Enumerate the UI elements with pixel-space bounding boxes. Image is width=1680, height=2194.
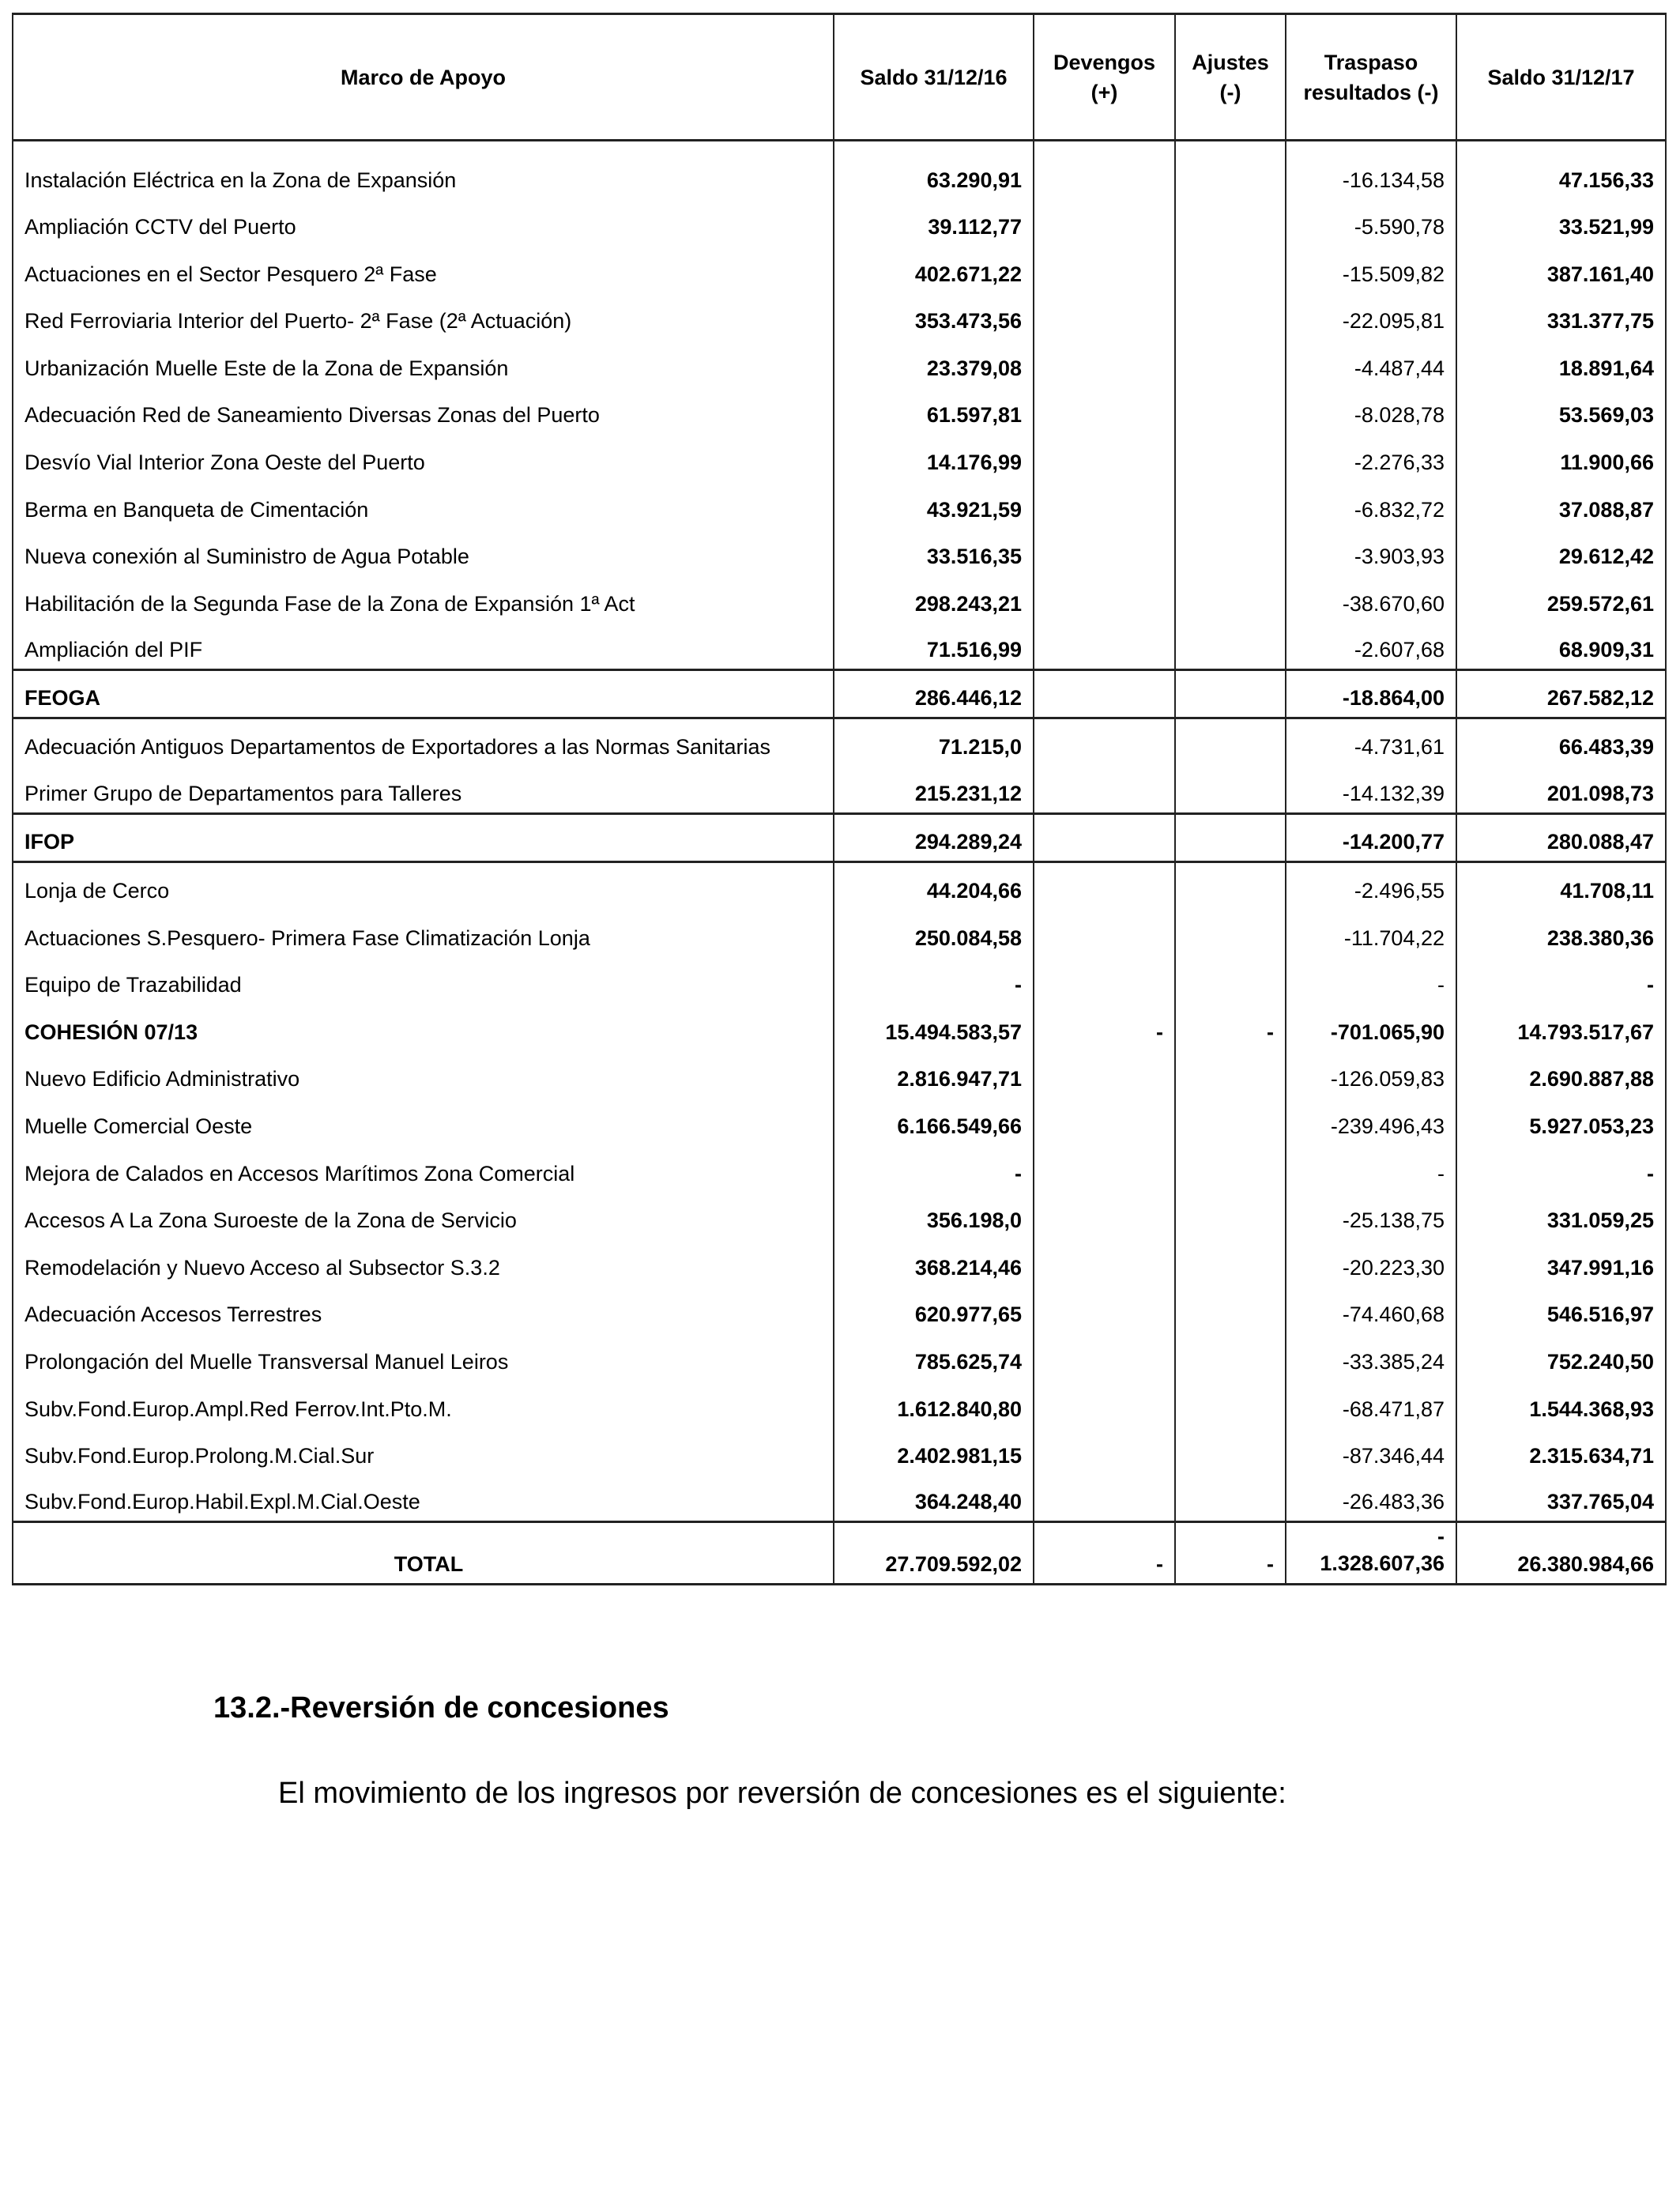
col-header-traspaso: Traspaso resultados (-)	[1286, 14, 1456, 141]
table-row	[13, 861, 1666, 910]
cell-s16: 71.516,99	[834, 623, 1034, 670]
cell-s17: 1.544.368,93	[1456, 1381, 1666, 1428]
cell-marco: Mejora de Calados en Accesos Marítimos Zona Comercial	[13, 1145, 834, 1193]
cell-dev	[1034, 1239, 1175, 1287]
cell-aj	[1175, 141, 1286, 199]
cell-s17: -	[1456, 957, 1666, 1005]
col-header-ajustes: Ajustes (-)	[1175, 14, 1286, 141]
cell-dev	[1034, 1381, 1175, 1428]
cell-s16: 620.977,65	[834, 1287, 1034, 1334]
cell-tr: -26.483,36	[1286, 1475, 1456, 1522]
cell-s17: 11.900,66	[1456, 434, 1666, 481]
cell-marco: Subv.Fond.Europ.Habil.Expl.M.Cial.Oeste	[13, 1475, 834, 1522]
cell-marco: Accesos A La Zona Suroeste de la Zona de Servicio	[13, 1193, 834, 1240]
cell-s17: 337.765,04	[1456, 1475, 1666, 1522]
table-row	[13, 141, 1666, 199]
cell-tr: -18.864,00	[1286, 669, 1456, 718]
cell-s17: 259.572,61	[1456, 575, 1666, 623]
total-label: TOTAL	[13, 1522, 834, 1585]
cell-marco: Berma en Banqueta de Cimentación	[13, 481, 834, 529]
cell-marco: Muelle Comercial Oeste	[13, 1098, 834, 1145]
cell-dev	[1034, 623, 1175, 670]
cell-dev	[1034, 293, 1175, 341]
total-dev: -	[1034, 1522, 1175, 1585]
section-heading: 13.2.-Reversión de concesiones	[213, 1691, 669, 1725]
cell-tr: -11.704,22	[1286, 910, 1456, 957]
cell-marco: Red Ferroviaria Interior del Puerto- 2ª Fase (2ª Actuación)	[13, 293, 834, 341]
table-row	[13, 1239, 1666, 1287]
cell-dev	[1034, 575, 1175, 623]
cell-marco: Subv.Fond.Europ.Prolong.M.Cial.Sur	[13, 1428, 834, 1476]
cell-dev	[1034, 1475, 1175, 1522]
col-header-devengos: Devengos (+)	[1034, 14, 1175, 141]
cell-s17: 347.991,16	[1456, 1239, 1666, 1287]
cell-tr: -22.095,81	[1286, 293, 1456, 341]
cell-s17: 66.483,39	[1456, 718, 1666, 766]
cell-dev	[1034, 957, 1175, 1005]
cell-tr: -	[1286, 957, 1456, 1005]
cell-marco: Desvío Vial Interior Zona Oeste del Puerto	[13, 434, 834, 481]
total-s16: 27.709.592,02	[834, 1522, 1034, 1585]
cell-aj	[1175, 766, 1286, 813]
cell-dev	[1034, 141, 1175, 199]
col-header-marco: Marco de Apoyo	[13, 14, 834, 141]
cell-aj: -	[1175, 1004, 1286, 1051]
table-row	[13, 1145, 1666, 1193]
table-row	[13, 623, 1666, 670]
cell-dev	[1034, 481, 1175, 529]
cell-tr: -16.134,58	[1286, 141, 1456, 199]
cell-marco: Primer Grupo de Departamentos para Talleres	[13, 766, 834, 813]
cell-s16: 286.446,12	[834, 669, 1034, 718]
cell-s16: 298.243,21	[834, 575, 1034, 623]
cell-dev	[1034, 910, 1175, 957]
cell-s16: 2.816.947,71	[834, 1051, 1034, 1099]
cell-aj	[1175, 1475, 1286, 1522]
cell-aj	[1175, 1098, 1286, 1145]
cell-tr: -14.132,39	[1286, 766, 1456, 813]
total-row	[13, 1522, 1666, 1585]
table-row	[13, 1333, 1666, 1381]
cell-aj	[1175, 1239, 1286, 1287]
cell-aj	[1175, 910, 1286, 957]
cell-s17: 18.891,64	[1456, 340, 1666, 387]
cell-aj	[1175, 1333, 1286, 1381]
cell-s17: 2.315.634,71	[1456, 1428, 1666, 1476]
cell-s16: 44.204,66	[834, 861, 1034, 910]
cell-dev	[1034, 1287, 1175, 1334]
cell-s17: 331.059,25	[1456, 1193, 1666, 1240]
table-row	[13, 910, 1666, 957]
table-row	[13, 1428, 1666, 1476]
subsidies-table	[12, 13, 1667, 1585]
cell-s17: 47.156,33	[1456, 141, 1666, 199]
cell-tr: -6.832,72	[1286, 481, 1456, 529]
cell-aj	[1175, 1193, 1286, 1240]
cell-s16: 15.494.583,57	[834, 1004, 1034, 1051]
table-row	[13, 529, 1666, 576]
cell-tr: -239.496,43	[1286, 1098, 1456, 1145]
table-row	[13, 718, 1666, 766]
table-row	[13, 340, 1666, 387]
cell-s16: 353.473,56	[834, 293, 1034, 341]
table-row	[13, 434, 1666, 481]
cell-tr: -5.590,78	[1286, 199, 1456, 247]
section-paragraph: El movimiento de los ingresos por reversión de concesiones es el siguiente:	[278, 1777, 1286, 1810]
cell-dev	[1034, 1145, 1175, 1193]
cell-marco: Actuaciones S.Pesquero- Primera Fase Climatización Lonja	[13, 910, 834, 957]
cell-s17: 387.161,40	[1456, 246, 1666, 293]
cell-s16: 368.214,46	[834, 1239, 1034, 1287]
cell-marco: FEOGA	[13, 669, 834, 718]
table-row	[13, 1098, 1666, 1145]
cell-aj	[1175, 1428, 1286, 1476]
col-header-saldo-16: Saldo 31/12/16	[834, 14, 1034, 141]
cell-dev	[1034, 340, 1175, 387]
cell-dev	[1034, 1098, 1175, 1145]
cell-s16: 14.176,99	[834, 434, 1034, 481]
cell-aj	[1175, 1145, 1286, 1193]
cell-s16: 402.671,22	[834, 246, 1034, 293]
cell-s16: 71.215,0	[834, 718, 1034, 766]
table-row	[13, 1051, 1666, 1099]
cell-s17: 41.708,11	[1456, 861, 1666, 910]
cell-dev: -	[1034, 1004, 1175, 1051]
cell-s16: 23.379,08	[834, 340, 1034, 387]
cell-dev	[1034, 813, 1175, 861]
cell-tr: -38.670,60	[1286, 575, 1456, 623]
cell-dev	[1034, 1428, 1175, 1476]
cell-aj	[1175, 199, 1286, 247]
cell-marco: Ampliación CCTV del Puerto	[13, 199, 834, 247]
cell-aj	[1175, 623, 1286, 670]
table-header-row	[13, 14, 1666, 141]
cell-s17: 280.088,47	[1456, 813, 1666, 861]
cell-aj	[1175, 957, 1286, 1005]
cell-tr: -20.223,30	[1286, 1239, 1456, 1287]
cell-marco: Prolongación del Muelle Transversal Manuel Leiros	[13, 1333, 834, 1381]
table-row	[13, 1193, 1666, 1240]
cell-aj	[1175, 861, 1286, 910]
cell-s16: 43.921,59	[834, 481, 1034, 529]
cell-s17: 752.240,50	[1456, 1333, 1666, 1381]
cell-s16: 6.166.549,66	[834, 1098, 1034, 1145]
cell-marco: Remodelación y Nuevo Acceso al Subsector S.3.2	[13, 1239, 834, 1287]
cell-s16: 294.289,24	[834, 813, 1034, 861]
cell-s17: 37.088,87	[1456, 481, 1666, 529]
cell-marco: Actuaciones en el Sector Pesquero 2ª Fase	[13, 246, 834, 293]
total-tr: - 1.328.607,36	[1286, 1522, 1456, 1585]
cell-aj	[1175, 813, 1286, 861]
cell-s16: 356.198,0	[834, 1193, 1034, 1240]
cell-s17: 33.521,99	[1456, 199, 1666, 247]
cell-dev	[1034, 529, 1175, 576]
table-row	[13, 957, 1666, 1005]
cell-aj	[1175, 434, 1286, 481]
cell-s17: 238.380,36	[1456, 910, 1666, 957]
cell-s17: 53.569,03	[1456, 387, 1666, 435]
cell-tr: -25.138,75	[1286, 1193, 1456, 1240]
table-row	[13, 813, 1666, 861]
cell-tr: -2.276,33	[1286, 434, 1456, 481]
cell-tr: -74.460,68	[1286, 1287, 1456, 1334]
table-row	[13, 575, 1666, 623]
cell-dev	[1034, 246, 1175, 293]
cell-dev	[1034, 861, 1175, 910]
cell-marco: Nueva conexión al Suministro de Agua Potable	[13, 529, 834, 576]
cell-marco: Instalación Eléctrica en la Zona de Expansión	[13, 141, 834, 199]
cell-s17: 201.098,73	[1456, 766, 1666, 813]
cell-dev	[1034, 718, 1175, 766]
cell-tr: -126.059,83	[1286, 1051, 1456, 1099]
table-row	[13, 481, 1666, 529]
cell-aj	[1175, 718, 1286, 766]
cell-tr: -15.509,82	[1286, 246, 1456, 293]
table-row	[13, 1004, 1666, 1051]
cell-marco: Equipo de Trazabilidad	[13, 957, 834, 1005]
cell-s17: 5.927.053,23	[1456, 1098, 1666, 1145]
cell-tr: -68.471,87	[1286, 1381, 1456, 1428]
total-aj: -	[1175, 1522, 1286, 1585]
cell-marco: Lonja de Cerco	[13, 861, 834, 910]
cell-s16: 785.625,74	[834, 1333, 1034, 1381]
cell-s17: -	[1456, 1145, 1666, 1193]
cell-aj	[1175, 481, 1286, 529]
cell-marco: IFOP	[13, 813, 834, 861]
cell-aj	[1175, 1051, 1286, 1099]
cell-s17: 68.909,31	[1456, 623, 1666, 670]
cell-dev	[1034, 434, 1175, 481]
cell-aj	[1175, 246, 1286, 293]
cell-aj	[1175, 669, 1286, 718]
cell-marco: Ampliación del PIF	[13, 623, 834, 670]
cell-s16: 39.112,77	[834, 199, 1034, 247]
cell-s16: 1.612.840,80	[834, 1381, 1034, 1428]
table-row	[13, 293, 1666, 341]
cell-s17: 331.377,75	[1456, 293, 1666, 341]
table-row	[13, 199, 1666, 247]
cell-dev	[1034, 1193, 1175, 1240]
cell-dev	[1034, 199, 1175, 247]
cell-aj	[1175, 340, 1286, 387]
cell-tr: -3.903,93	[1286, 529, 1456, 576]
cell-tr: -14.200,77	[1286, 813, 1456, 861]
cell-marco: Habilitación de la Segunda Fase de la Zona de Expansión 1ª Act	[13, 575, 834, 623]
col-header-saldo-17: Saldo 31/12/17	[1456, 14, 1666, 141]
cell-tr: -2.607,68	[1286, 623, 1456, 670]
cell-tr: -8.028,78	[1286, 387, 1456, 435]
cell-marco: Subv.Fond.Europ.Ampl.Red Ferrov.Int.Pto.M.	[13, 1381, 834, 1428]
cell-s16: 61.597,81	[834, 387, 1034, 435]
cell-aj	[1175, 387, 1286, 435]
cell-s16: 33.516,35	[834, 529, 1034, 576]
cell-marco: Adecuación Accesos Terrestres	[13, 1287, 834, 1334]
table-row	[13, 1287, 1666, 1334]
cell-marco: COHESIÓN 07/13	[13, 1004, 834, 1051]
table-row	[13, 669, 1666, 718]
cell-s16: -	[834, 957, 1034, 1005]
cell-dev	[1034, 387, 1175, 435]
cell-aj	[1175, 575, 1286, 623]
table-row	[13, 246, 1666, 293]
cell-tr: -	[1286, 1145, 1456, 1193]
cell-aj	[1175, 293, 1286, 341]
cell-s17: 2.690.887,88	[1456, 1051, 1666, 1099]
cell-tr: -701.065,90	[1286, 1004, 1456, 1051]
cell-dev	[1034, 1051, 1175, 1099]
cell-marco: Urbanización Muelle Este de la Zona de Expansión	[13, 340, 834, 387]
table-row	[13, 387, 1666, 435]
cell-s17: 546.516,97	[1456, 1287, 1666, 1334]
cell-s16: 2.402.981,15	[834, 1428, 1034, 1476]
table-row	[13, 1381, 1666, 1428]
cell-dev	[1034, 1333, 1175, 1381]
cell-s16: 215.231,12	[834, 766, 1034, 813]
cell-dev	[1034, 669, 1175, 718]
cell-s17: 267.582,12	[1456, 669, 1666, 718]
cell-s16: 364.248,40	[834, 1475, 1034, 1522]
cell-tr: -87.346,44	[1286, 1428, 1456, 1476]
cell-s16: -	[834, 1145, 1034, 1193]
cell-marco: Adecuación Antiguos Departamentos de Exportadores a las Normas Sanitarias	[13, 718, 834, 766]
cell-aj	[1175, 529, 1286, 576]
table-body	[13, 141, 1666, 1585]
cell-marco: Adecuación Red de Saneamiento Diversas Zonas del Puerto	[13, 387, 834, 435]
cell-s17: 14.793.517,67	[1456, 1004, 1666, 1051]
cell-tr: -33.385,24	[1286, 1333, 1456, 1381]
cell-aj	[1175, 1287, 1286, 1334]
cell-s16: 63.290,91	[834, 141, 1034, 199]
cell-aj	[1175, 1381, 1286, 1428]
cell-dev	[1034, 766, 1175, 813]
table-row	[13, 1475, 1666, 1522]
cell-s16: 250.084,58	[834, 910, 1034, 957]
total-s17: 26.380.984,66	[1456, 1522, 1666, 1585]
cell-tr: -4.731,61	[1286, 718, 1456, 766]
cell-marco: Nuevo Edificio Administrativo	[13, 1051, 834, 1099]
cell-tr: -2.496,55	[1286, 861, 1456, 910]
table-row	[13, 766, 1666, 813]
cell-s17: 29.612,42	[1456, 529, 1666, 576]
cell-tr: -4.487,44	[1286, 340, 1456, 387]
